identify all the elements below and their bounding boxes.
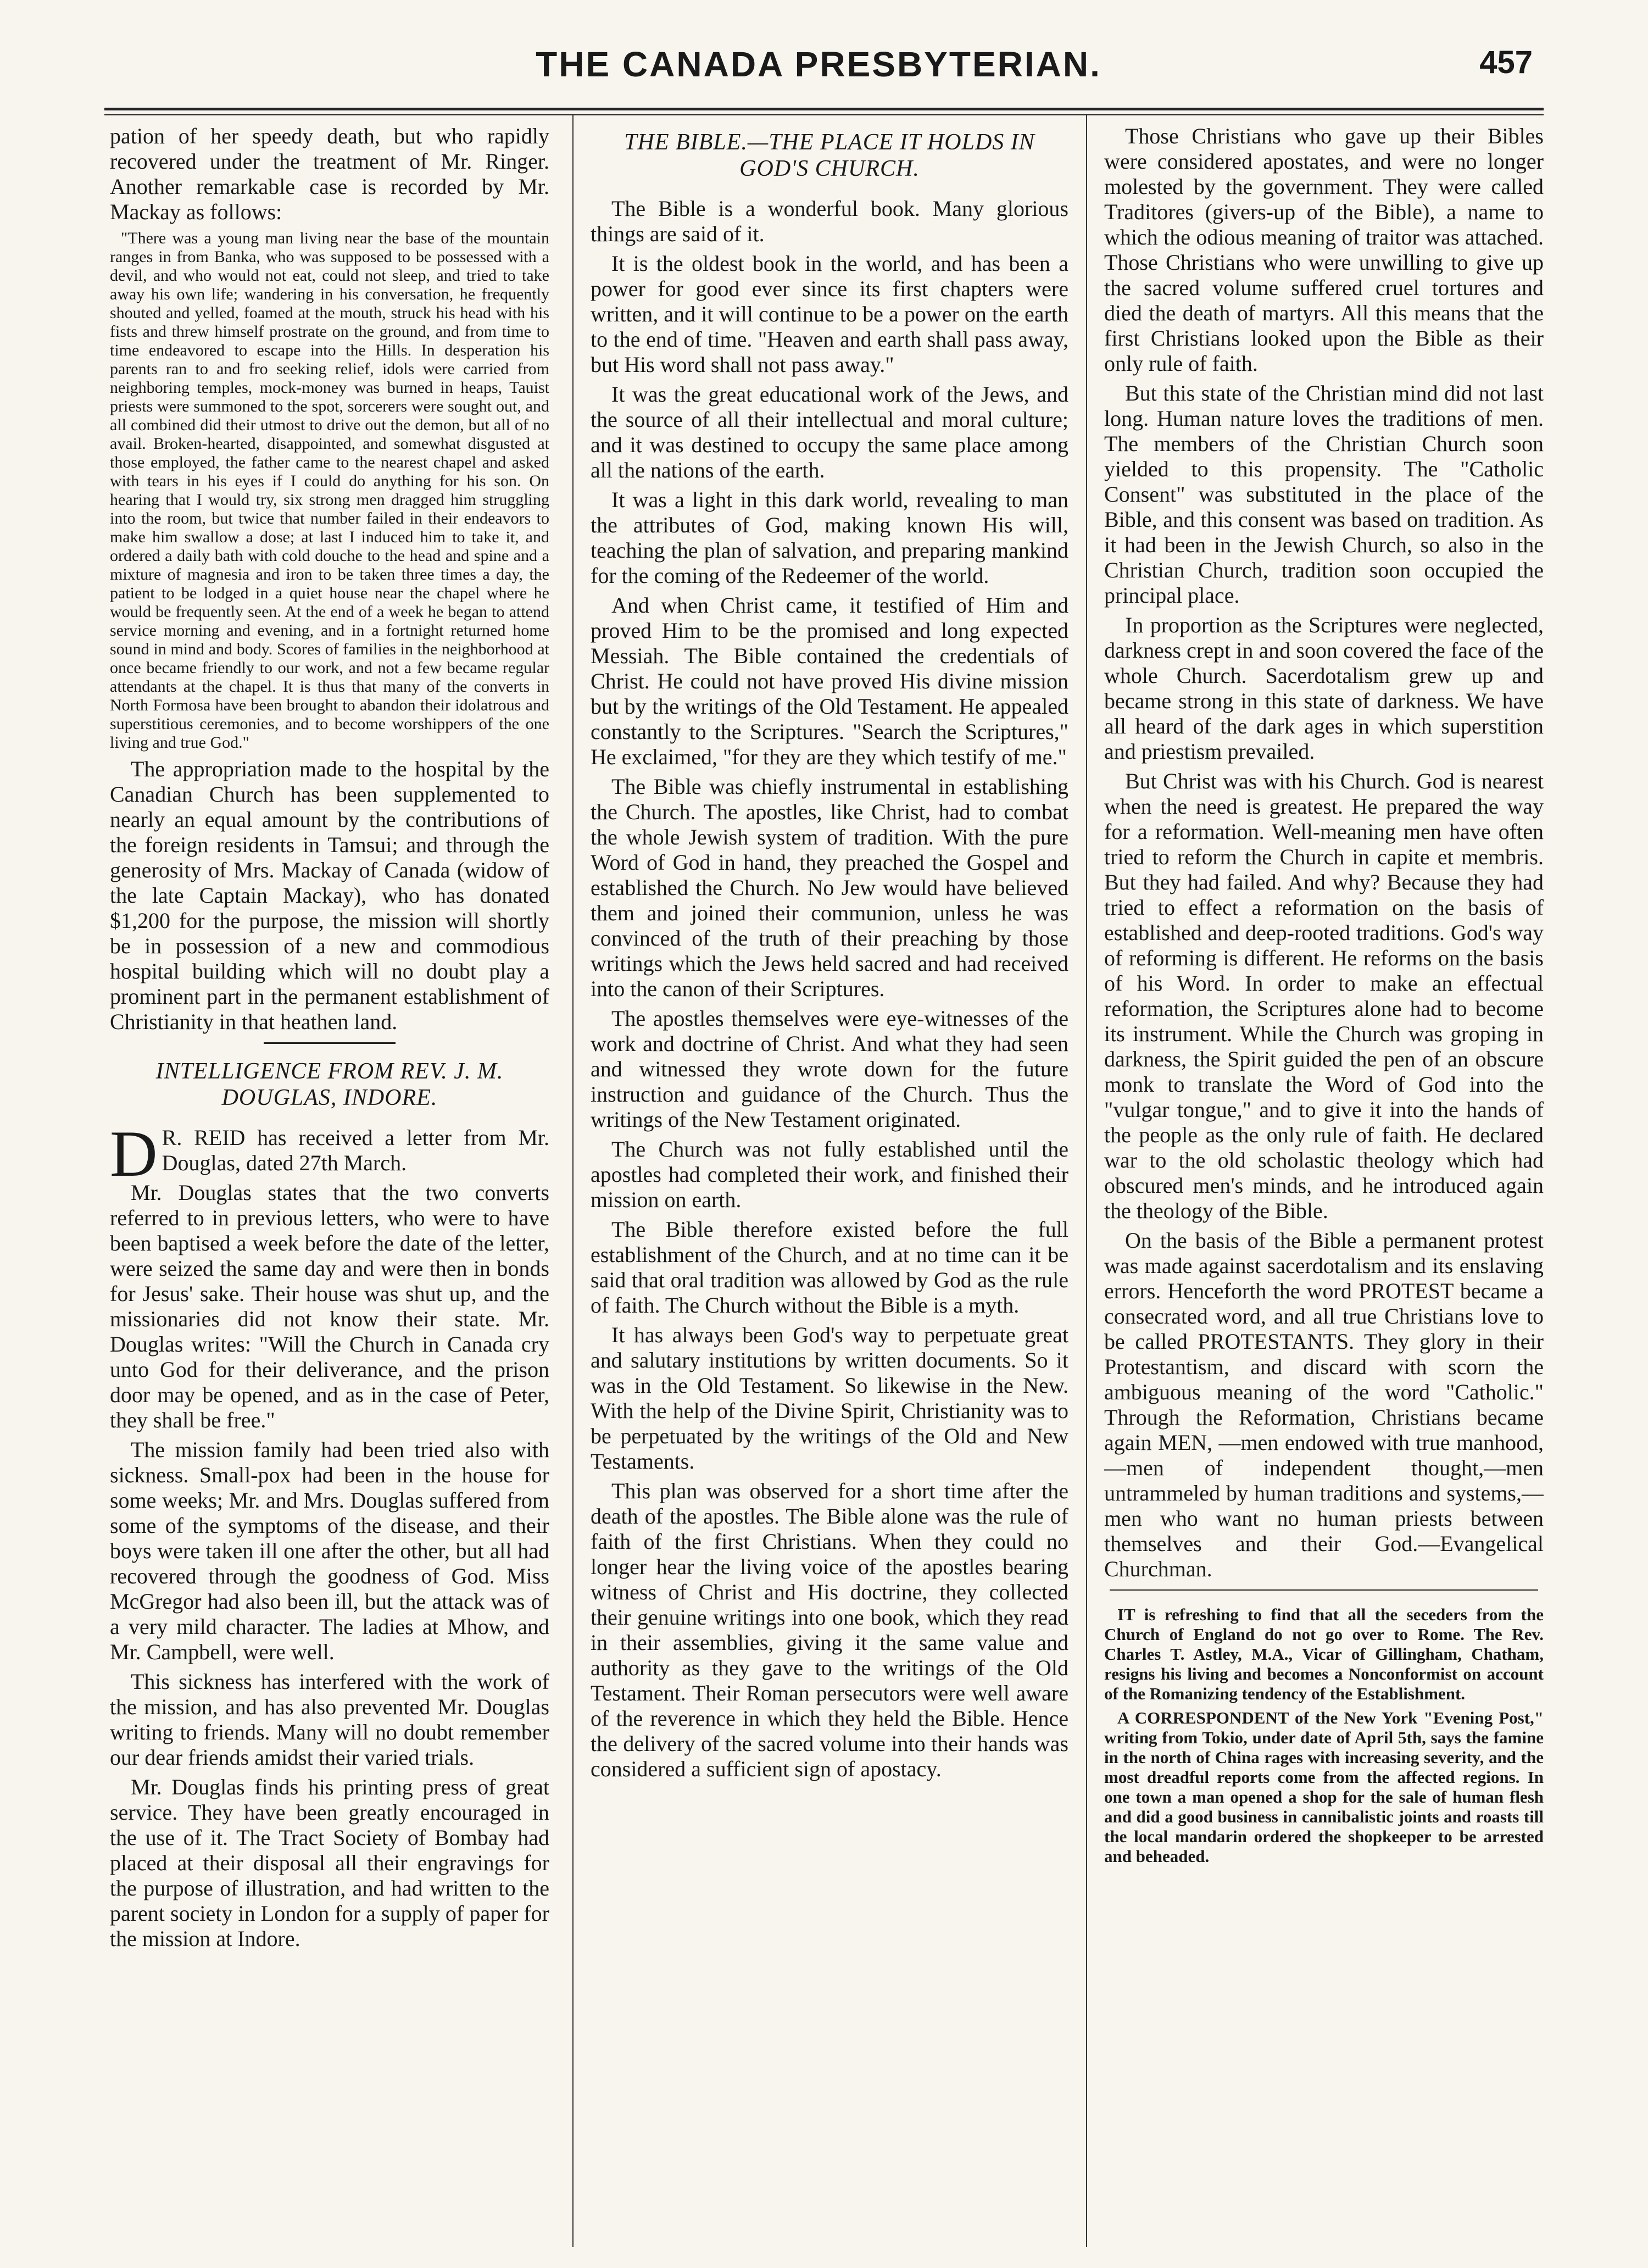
article-paragraph: It has always been God's way to perpetuate great and salutary institutions by written documents. So it was in the Old Testament. So likewise in the New. With the help of the Divine Spirit, Christianity was to be perpetuated by the writings of the Old and New Testaments.: [591, 1322, 1068, 1474]
publication-title: THE CANADA PRESBYTERIAN.: [536, 45, 1101, 84]
article-paragraph: The apostles themselves were eye-witnesses of the work and doctrine of Christ. And what they had seen and witnessed they wrote down for the future instruction and guidance of the Church. Thus the writings of the New Testament originated.: [591, 1006, 1068, 1132]
article-paragraph: The Bible was chiefly instrumental in establishing the Church. The apostles, like Christ, had to combat the whole Jewish system of tradition. With the pure Word of God in hand, they preached the Gospel and established the Church. No Jew would have believed them and joined their communion, unless he was convinced of the truth of their preaching by those writings which the Jews held sacred and had received into the canon of their Scriptures.: [591, 774, 1068, 1001]
article-paragraph: Mr. Douglas states that the two converts referred to in previous letters, who were to have been baptised a week before the date of the letter, were seized the same day and were then in bonds for Jesus' sake. Their house was shut up, and the missionaries did not know their state. Mr. Douglas writes: "Will the Church in Canada cry unto God for their deliverance, and the prison door may be opened, and as in the case of Peter, they shall be free.": [110, 1180, 549, 1432]
article-paragraph: The Bible therefore existed before the full establishment of the Church, and at no time can it be said that oral tradition was allowed by God as the rule of faith. The Church without the Bible is a myth.: [591, 1217, 1068, 1318]
article-paragraph: This sickness has interfered with the work of the mission, and has also prevented Mr. Douglas writing to friends. Many will no doubt remember our dear friends amidst their varied trials.: [110, 1669, 549, 1770]
column-divider-2: [1086, 115, 1087, 2247]
article-paragraph: This plan was observed for a short time after the death of the apostles. The Bible alone was the rule of faith of the first Christians. When they could no longer hear the living voice of the apostles bearing witness of Christ and His doctrine, they collected their genuine writings into one book, which they read in their assemblies, giving it the same value and authority as they gave to the writings of the Old Testament. Their Roman persecutors were well aware of the reverence in which they held the Bible. Hence the delivery of the sacred volume into their hands was considered a sufficient sign of apostacy.: [591, 1478, 1068, 1781]
drop-cap: D: [110, 1117, 158, 1190]
article-paragraph: But this state of the Christian mind did not last long. Human nature loves the traditions of men. The members of the Christian Church soon yielded to this propensity. The "Catholic Consent" was substituted in the place of the Bible, and this consent was based on tradition. As it had been in the Jewish Church, so also in the Christian Church, tradition soon occupied the principal place.: [1104, 381, 1544, 608]
article-paragraph: The Bible is a wonderful book. Many glorious things are said of it.: [591, 196, 1068, 246]
article-heading: INTELLIGENCE FROM REV. J. M. DOUGLAS, INDORE.: [155, 1059, 504, 1110]
article-paragraph: The appropriation made to the hospital by the Canadian Church has been supplemented to nearly an equal amount by the contributions of the foreign residents in Tamsui; and through the generosity of Mrs. Mackay of Canada (widow of the late Captain Mackay), who has donated $1,200 for the purpose, the mission will shortly be in possession of a new and commodious hospital building which will no doubt play a prominent part in the permanent establishment of Christianity in that heathen land.: [110, 757, 549, 1034]
news-note: IT is refreshing to find that all the seceders from the Church of England do not go over to Rome. The Rev. Charles T. Astley, M.A., Vicar of Gillingham, Chatham, resigns his living and becomes a Nonconformist on account of the Romanizing tendency of the Establishment.: [1104, 1605, 1544, 1703]
article-paragraph: And when Christ came, it testified of Him and proved Him to be the promised and long expected Messiah. The Bible contained the credentials of Christ. He could not have proved His divine mission but by the writings of the Old Testament. He appealed constantly to the Scriptures. "Search the Scriptures," He exclaimed, "for they are they which testify of me.": [591, 593, 1068, 769]
article-paragraph: The Church was not fully established until the apostles had completed their work, and finished their mission on earth.: [591, 1137, 1068, 1212]
header-rule-thick: [104, 108, 1544, 110]
article-paragraph: In proportion as the Scriptures were neglected, darkness crept in and soon covered the face of the whole Church. Sacerdotalism grew up and became strong in this state of darkness. We have all heard of the dark ages in which superstition and priestism prevailed.: [1104, 613, 1544, 764]
masthead: [104, 44, 1533, 110]
section-rule: [1110, 1589, 1538, 1591]
block-quote: "There was a young man living near the base of the mountain ranges in from Banka, who was supposed to be possessed with a devil, and who would not eat, could not sleep, and tried to take away his own life; wandering in his conversation, he frequently shouted and yelled, foamed at the mouth, struck his head with his fists and threw himself prostrate on the ground, and from time to time endeavored to escape into the Hills. In desperation his parents ran to and fro seeking relief, idols were carried from neighboring temples, mock-money was burned in heaps, Tauist priests were summoned to the spot, sorcerers were sought out, and all combined did their utmost to drive out the demon, but all of no avail. Broken-hearted, disappointed, and somewhat disgusted at those employed, the father came to the nearest chapel and asked with tears in his eyes if I could do anything for his son. On hearing that I would try, six strong men dragged him struggling into the room, but twice that number failed in their endeavors to make him swallow a dose; at last I induced him to take it, and ordered a daily bath with cold douche to the head and spine and a mixture of magnesia and iron to be taken three times a day, the patient to be lodged in a quiet house near the chapel where he would be frequently seen. At the end of a week he began to attend service morning and evening, and in a fortnight returned home sound in mind and body. Scores of families in the neighborhood at once became friendly to our work, and not a few became regular attendants at the chapel. It is thus that many of the converts in North Formosa have been brought to abandon their idolatrous and superstitious ceremonies, and to become worshippers of the one living and true God.": [110, 229, 549, 752]
column-2: [591, 124, 1068, 2255]
column-divider-1: [572, 115, 574, 2247]
column-3: [1104, 124, 1544, 2255]
article-paragraph: The mission family had been tried also with sickness. Small-pox had been in the house for some weeks; Mr. and Mrs. Douglas suffered from some of the symptoms of the disease, and their boys were taken ill one after the other, but all had recovered through the goodness of God. Miss McGregor had also been ill, but the attack was of a very mild character. The ladies at Mhow, and Mr. Campbell, were well.: [110, 1437, 549, 1664]
article-lead-paragraph: [110, 1117, 549, 1190]
article-paragraph: It is the oldest book in the world, and has been a power for good ever since its first chapters were written, and it will continue to be a power on the earth to the end of time. "Heaven and earth shall pass away, but His word shall not pass away.": [591, 251, 1068, 377]
page-number: 457: [1479, 45, 1533, 80]
article-paragraph: It was a light in this dark world, revealing to man the attributes of God, making known His will, teaching the plan of salvation, and preparing mankind for the coming of the Redeemer of the world.: [591, 487, 1068, 588]
article-paragraph: pation of her speedy death, but who rapidly recovered under the treatment of Mr. Ringer. Another remarkable case is recorded by Mr. Mackay as follows:: [110, 124, 549, 224]
header-rule-thin: [104, 114, 1544, 115]
article-paragraph: On the basis of the Bible a permanent protest was made against sacerdotalism and its enslaving errors. Henceforth the word PROTEST became a consecrated word, and all true Christians love to be called PROTESTANTS. They glory in their Protestantism, and discard with scorn the ambiguous meaning of the word "Catholic." Through the Reformation, Christians became again MEN, —men endowed with true manhood,—men of independent thought,—men untrammeled by human traditions and systems,—men who want no human priests between themselves and their God.—Evangelical Churchman.: [1104, 1228, 1544, 1581]
news-note: A CORRESPONDENT of the New York "Evening Post," writing from Tokio, under date of April 5th, says the famine in the north of China rages with increasing severity, and the most dreadful reports come from the affected regions. In one town a man opened a shop for the sale of human flesh and did a good business in cannibalistic joints and roasts till the local mandarin ordered the shopkeeper to be arrested and beheaded.: [1104, 1708, 1544, 1866]
lead-text: R. REID has received a letter from Mr. Douglas, dated 27th March.: [162, 1125, 549, 1175]
section-rule: [264, 1042, 396, 1044]
article-paragraph: Mr. Douglas finds his printing press of great service. They have been greatly encouraged in the use of it. The Tract Society of Bombay had placed at their disposal all their engravings for the purpose of illustration, and had written to the parent society in London for a supply of paper for the mission at Indore.: [110, 1775, 549, 1951]
column-1: [110, 124, 549, 2255]
article-heading: THE BIBLE.—THE PLACE IT HOLDS IN GOD'S CHURCH.: [624, 130, 1035, 181]
article-paragraph: It was the great educational work of the Jews, and the source of all their intellectual and moral culture; and it was destined to occupy the same place among all the nations of the earth.: [591, 382, 1068, 482]
article-paragraph: Those Christians who gave up their Bibles were considered apostates, and were no longer molested by the government. They were called Traditores (givers-up of the Bible), a name to which the odious meaning of traitor was attached. Those Christians who were unwilling to give up the sacred volume suffered cruel tortures and died the death of martyrs. All this means that the first Christians looked upon the Bible as their only rule of faith.: [1104, 124, 1544, 376]
article-paragraph: But Christ was with his Church. God is nearest when the need is greatest. He prepared the way for a reformation. Well-meaning men have often tried to reform the Church in capite et membris. But they had failed. And why? Because they had tried to effect a reformation on the basis of established and deep-rooted traditions. God's way of reforming is different. He reforms on the basis of his Word. In order to make an effectual reformation, the Scriptures alone had to become its instrument. While the Church was groping in darkness, the Spirit guided the pen of an obscure monk to translate the Word of God into the "vulgar tongue," and to give it into the hands of the people as the only rule of faith. He declared war to the old scholastic theology which had obscured men's minds, and he introduced again the theology of the Bible.: [1104, 769, 1544, 1223]
